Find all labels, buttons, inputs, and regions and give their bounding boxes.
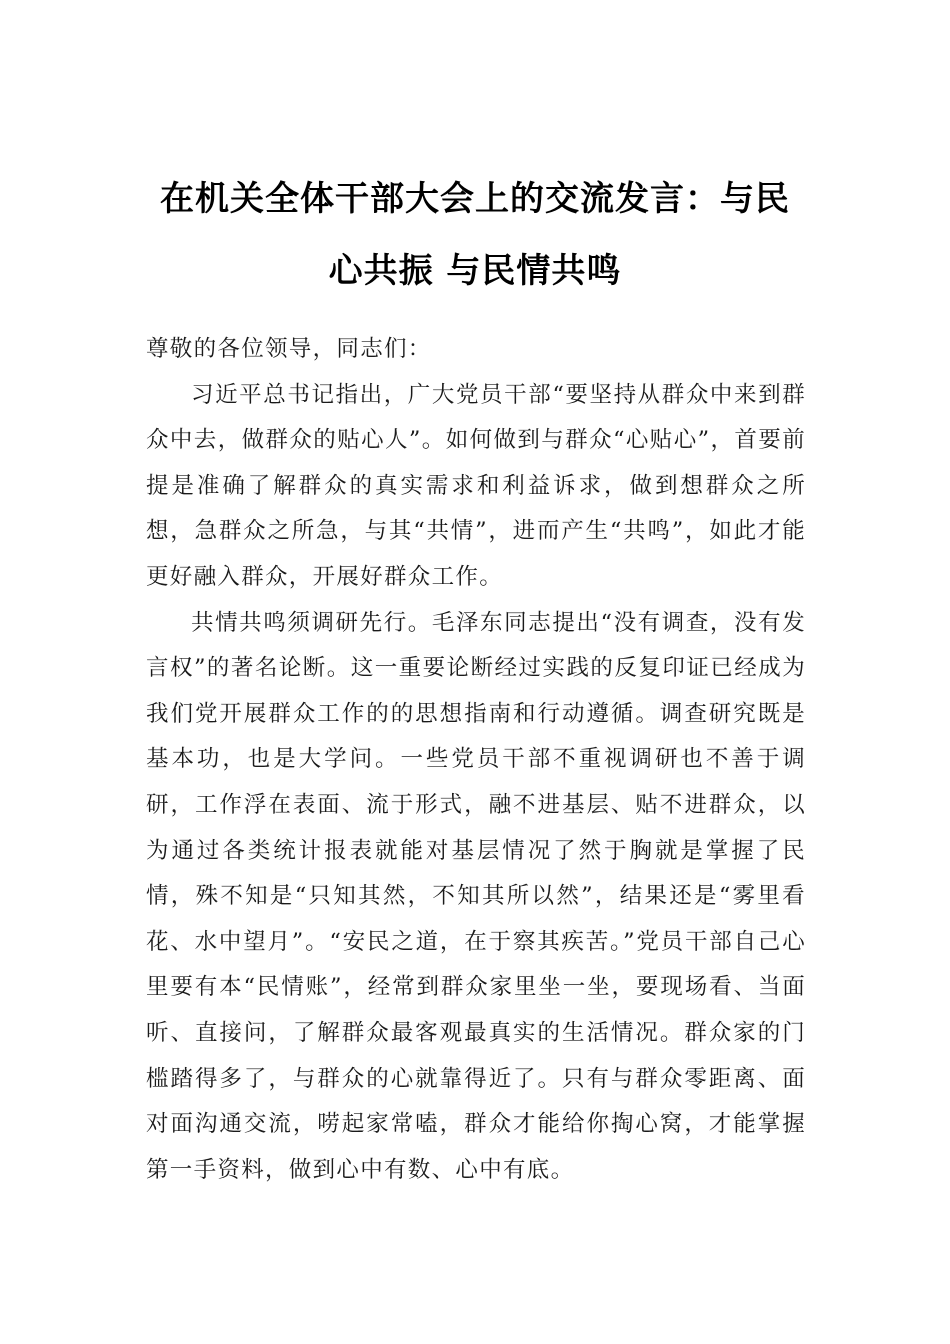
document-title	[130, 163, 820, 307]
salutation: 尊敬的各位领导，同志们：	[146, 336, 432, 362]
title-line-2: 心共振 与民情共鸣	[328, 250, 622, 291]
paragraph-2: 共情共鸣须调研先行。毛泽东同志提出“没有调查，没有发言权”的著名论断。这一重要论断经过实践的反复印证已经成为我们党开展群众工作的的思想指南和行动遵循。调查研究既是基本功，也是大学问。一些党员干部不重视调研也不善于调研，工作浮在表面、流于形式，融不进基层、贴不进群众，以为通过各类统计报表就能对基层情况了然于胸就是掌握了民情，殊不知是“只知其然，不知其所以然”，结果还是“雾里看花、水中望月”。“安民之道，在于察其疾苦。”党员干部自己心里要有本“民情账”，经常到群众家里坐一坐，要现场看、当面听、直接问，了解群众最客观最真实的生活情况。群众家的门槛踏得多了，与群众的心就靠得近了。只有与群众零距离、面对面沟通交流，唠起家常嗑，群众才能给你掏心窝，才能掌握第一手资料，做到心中有数、心中有底。	[146, 609, 806, 1183]
title-line-1: 在机关全体干部大会上的交流发言：与民	[160, 178, 790, 219]
paragraph-1: 习近平总书记指出，广大党员干部“要坚持从群众中来到群众中去，做群众的贴心人”。如何做到与群众“心贴心”，首要前提是准确了解群众的真实需求和利益诉求，做到想群众之所想，急群众之所急，与其“共情”，进而产生“共鸣”，如此才能更好融入群众，开展好群众工作。	[146, 381, 806, 590]
document-body	[146, 327, 806, 1193]
